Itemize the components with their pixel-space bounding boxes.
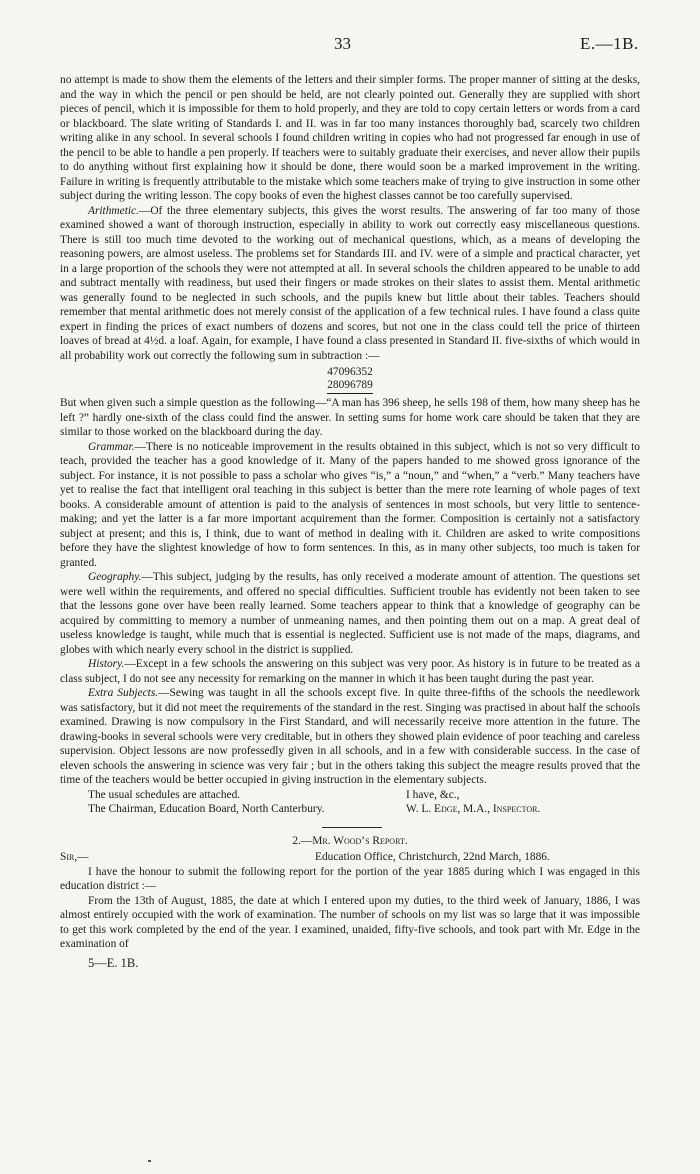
sheep-question-paragraph: But when given such a simple question as the following—“A man has 396 sheep, he sells 198 of them, how many sheep has he left ?” hardly one-sixth of the class could find the answer. In setting sums for home work care should be taken that they are similar to those worked on the blackboard during the day.: [60, 397, 640, 438]
grammar-text: —There is no noticeable improvement in the results obtained in this subject, which is not so very difficult to teach, provided the teacher has a good knowledge of it. Many of the papers handed to me showed gross ignorance of the subject. For instance, it is not possible to pass a scholar who gives “is,” a “noun,” and “when,” a “verb.” Many teachers have yet to realise the fact that intelligent oral teaching in this subject is better than the mere rote learning of whole pages of text books. A considerable amount of attention is paid to the analysis of sentences in most schools, but very little to sentence-making; and yet the latter is a far more important acquirement than the former. Composition is certainly not a satisfactory subject at present; and this is, I think, due to want of method in dealing with it. Children are asked to write compositions before they have the slightest knowledge of how to form sentences. In this, as in many other subjects, too much is taken for granted.: [60, 440, 640, 569]
report-title: 2.—Mr. Wood’s Report.: [292, 834, 408, 847]
extra-subjects-paragraph: [60, 686, 640, 788]
subtraction-sum: [60, 366, 640, 394]
signature-mark: 5—E. 1B.: [88, 955, 139, 970]
report-duties-paragraph: From the 13th of August, 1885, the date at which I entered upon my duties, to the third week of January, 1886, I was almost entirely occupied with the work of examination. The number of schools on my list was so large that it was impossible to get this work completed by the end of the year. I examined, unaided, fifty-five schools, and took part with Mr. Edge in the examination of: [60, 894, 640, 950]
arithmetic-heading: Arithmetic.: [88, 204, 139, 217]
section-divider: [322, 827, 382, 828]
dateline: Education Office, Christchurch, 22nd March, 1886.: [315, 851, 550, 863]
salutation: Sir,—: [60, 851, 89, 863]
extra-subjects-heading: Extra Subjects.: [88, 687, 159, 699]
document-reference: E.—1B.: [580, 34, 639, 53]
addressee: The Chairman, Education Board, North Canterbury.: [88, 803, 325, 815]
closing-phrase: I have, &c.,: [406, 788, 460, 801]
grammar-heading: Grammar.: [88, 440, 135, 453]
geography-text: —This subject, judging by the results, has only received a moderate amount of attention. The questions set were well within the requirements, and offered no special difficulties. Sufficient trouble has evidently not been taken to see that the lessons gone over have been really learned. Some teachers appear to think that a knowledge of geography can be acquired by committing to memory a number of unmeaning names, and then pointing them out on a map. A great deal of useless knowledge is taught, while much that is essential is neglected. Sufficient use is not made of the maps, diagrams, and globes with which nearly every school in the district is supplied.: [60, 571, 640, 656]
signature: W. L. Edge, M.A., Inspector.: [406, 803, 541, 815]
arithmetic-text: —Of the three elementary subjects, this gives the worst results. The answering of far too many of those examined showed a want of thorough instruction, especially in ability to work out correctly easy miscellaneous questions. There is still too much time devoted to the working out of mechanical questions, which, as a means of developing the reasoning powers, are almost useless. The problems set for Standards III. and IV. were of a simple and practical character, yet in a large proportion of the schools they were not attempted at all. In several schools the children appeared to be unable to add and subtract mentally with readiness, but used their fingers or made strokes on their slates to assist them. Mental arithmetic was generally found to be neglected in such schools, and the pupils knew but little about their tables. Teachers should remember that mental arithmetic does not merely consist of the application of a few technical rules. I have found a class quite expert in finding the prices of exact numbers of dozens and scores, but not one in the class could tell the price of thirteen loaves of bread at 4½d. a loaf. Again, for example, I have found a class presented in Standard II. five-sixths of which would in all probability work out correctly the following sum in subtraction :—: [60, 204, 640, 362]
page-body: [60, 73, 640, 970]
schedules-note: The usual schedules are attached.: [88, 788, 241, 801]
print-speck: [148, 1160, 151, 1162]
geography-paragraph: [60, 570, 640, 657]
report-intro-paragraph: I have the honour to submit the following report for the portion of the year 1885 during which I was engaged in this education district :—: [60, 865, 640, 892]
history-heading: History.: [88, 658, 125, 670]
sum-minuend: 47096352: [327, 366, 373, 378]
salutation-line: [60, 850, 640, 865]
page-number: 33: [334, 34, 351, 53]
closing-line-2: [60, 802, 640, 817]
page-header: [0, 34, 700, 56]
sum-subtrahend: 28096789: [327, 379, 373, 394]
history-paragraph: [60, 657, 640, 686]
writing-paragraph: no attempt is made to show them the elements of the letters and their simpler forms. The proper manner of sitting at the desks, and the way in which the pencil or pen should be held, are not clearly pointed out. Generally they are supplied with short pieces of pencil, which it is impossible for them to hold properly, and they are told to copy certain letters or words from a card or blackboard. The slate writing of Standards I. and II. was in far too many instances thoroughly bad, scarcely two children writing alike in any school. In several schools I found children writing in copies who had not progressed far enough in use of the pencil to be able to handle a pen properly. If teachers were to suitably graduate their exercises, and never allow their pupils to do anything without first explaining how it should be done, there would soon be a marked improvement in the writing. Failure in writing is frequently attributable to the mistake which some teachers make of trying to give instruction in some other subject during the writing lesson. The copy books of even the highest classes cannot be too carefully supervised.: [60, 74, 640, 202]
geography-heading: Geography.: [88, 571, 142, 583]
extra-subjects-text: —Sewing was taught in all the schools except five. In quite three-fifths of the schools the needlework was satisfactory, but it did not meet the requirements of the standard in the rest. Singing was practised in about half the schools examined. Drawing is now compulsory in the First Standard, and will necessarily receive more attention in the future. The drawing-books in several schools were very creditable, but in others they showed plain evidence of poor teaching and careless supervision. Object lessons are now professedly given in all schools, and in a few with considerable success. In the case of eleven schools the answering in science was very fair ; but in the others taking this subject the meagre results proved that the time of the teachers would be better occupied in giving instruction in the elementary subjects.: [60, 687, 640, 786]
closing-line-1: [60, 788, 640, 803]
arithmetic-paragraph: [60, 204, 640, 364]
history-text: —Except in a few schools the answering on this subject was very poor. As history is in future to be treated as a class subject, I do not see any necessity for remarking on the manner in which it has been taught during the past year.: [60, 658, 640, 685]
grammar-paragraph: [60, 440, 640, 571]
